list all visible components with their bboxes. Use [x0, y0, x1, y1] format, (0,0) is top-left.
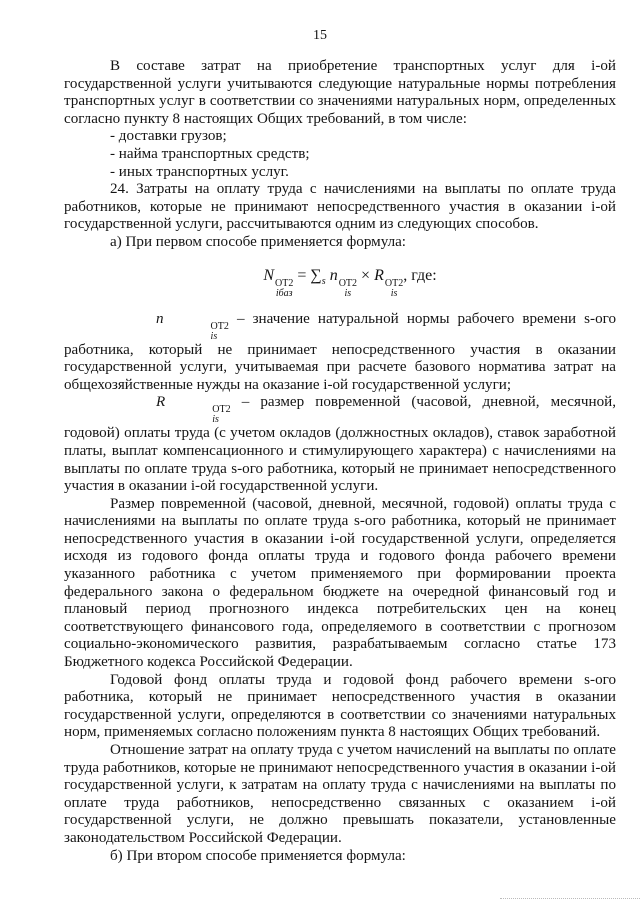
- paragraph-cost-ratio: Отношение затрат на оплату труда с учетом начислений на выплаты по оплате труда работников, которые не принимают непосредственного участия в оказании i-ой государственной услуги, к затратам на оплату труда с начислениями на выплаты по оплате труда работников, непосредственно связанных с оказанием i-ой государственной услуги, не должно превышать показатели, установленные законодательством Российской Федерации.: [64, 742, 616, 846]
- definition-r-base: R: [156, 394, 166, 411]
- formula-n-symbol: n: [329, 266, 338, 284]
- definition-n-text: – значение натуральной нормы рабочего времени s-ого работника, который не принимает непосредственного участия в оказании государственной услуги, учитываемая при расчете базового норматива затрат на общехозяйственные нужды на оказание i-ой государственной услуги;: [64, 310, 616, 393]
- formula-equals-sum: = ∑: [297, 266, 322, 284]
- paragraph-method-b: б) При втором способе применяется формула:: [110, 847, 406, 864]
- definition-r-text: – размер повременной (часовой, дневной, месячной, годовой) оплаты труда (с учетом окладов (должностных окладов), ставок заработной платы, выплат компенсационного и стимулирующего характера) с начислениями на выплаты по оплате труда s-ого работника, который не принимает непосредственного участия в оказании i-ой государственной услуги.: [64, 394, 616, 495]
- formula-n-superscript: ОТ2: [338, 277, 358, 289]
- definition-n-subscript: is: [210, 330, 218, 342]
- formula-r-indices: [385, 279, 403, 299]
- list-item-other-transport: - иных транспортных услуг.: [110, 163, 289, 180]
- formula-n-subscript: is: [344, 287, 352, 299]
- paragraph-method-a: а) При первом способе применяется формула:: [110, 233, 407, 250]
- paragraph-24: 24. Затраты на оплату труда с начислениями на выплаты по оплате труда работников, которые не принимают непосредственного участия в оказании i-ой государственной услуги, рассчитываются одним из следующих способов.: [64, 181, 616, 233]
- list-item-vehicle-hire: - найма транспортных средств;: [110, 145, 310, 162]
- definition-r-indices: [166, 405, 230, 425]
- definition-n-base: n: [156, 310, 164, 327]
- definition-r-superscript: ОТ2: [212, 404, 231, 416]
- definition-r-symbol: [110, 394, 231, 425]
- paragraph-wage-size: Размер повременной (часовой, дневной, месячной, годовой) оплаты труда с начислениями на выплаты по оплате труда s-ого работника, который не принимает непосредственного участия в оказании i-ой государственной услуги, определяется исходя из годового фонда оплаты труда и годового фонда рабочего времени указанного работника с учетом применяемого при формировании проекта федерального закона о федеральном бюджете на очередной финансовый год и плановый период прогнозного индекса потребительских цен на конец соответствующего финансового года, определяемого в соответствии с прогнозом социально-экономического развития, разрабатываемым согласно статье 173 Бюджетного кодекса Российской Федерации.: [64, 495, 616, 671]
- formula-r-subscript: is: [390, 287, 398, 299]
- formula-n-indices: [339, 279, 357, 299]
- formula-lhs-superscript: ОТ2: [275, 277, 294, 289]
- page-number: 15: [313, 28, 327, 43]
- scan-edge-line: [500, 898, 640, 899]
- formula-times: ×: [361, 266, 371, 284]
- paragraph-transport-services: В составе затрат на приобретение транспортных услуг для i-ой государственной услуги учитываются следующие натуральные нормы потребления транспортных услуг в соответствии со значениями натуральных норм, определенных согласно пункту 8 настоящих Общих требований, в том числе:: [64, 58, 616, 127]
- formula-r-superscript: ОТ2: [384, 277, 404, 289]
- list-item-cargo-delivery: - доставки грузов;: [110, 128, 227, 145]
- definition-n-indices: [165, 322, 229, 342]
- formula-tail: , где:: [403, 266, 437, 284]
- definition-n-superscript: ОТ2: [210, 320, 229, 332]
- document-body: [64, 58, 616, 865]
- paragraph-annual-fund: Годовой фонд оплаты труда и годовой фонд рабочего времени s-ого работника, который не принимает непосредственного участия в оказании государственной услуги, определяются в соответствии со значениями натуральных норм, применяемых согласно положениям пункта 8 настоящих Общих требований.: [64, 671, 616, 741]
- definition-n: [64, 311, 616, 395]
- formula-ot2: [64, 264, 616, 299]
- formula-sum-index: s: [321, 275, 326, 287]
- formula-lhs-symbol: N: [263, 266, 275, 284]
- definition-r: [64, 394, 616, 495]
- formula-lhs-subscript: iбаз: [275, 287, 293, 299]
- definition-r-subscript: is: [212, 414, 219, 426]
- definition-n-symbol: [110, 311, 229, 342]
- formula-r-symbol: R: [374, 266, 384, 284]
- formula-lhs-indices: [275, 279, 293, 299]
